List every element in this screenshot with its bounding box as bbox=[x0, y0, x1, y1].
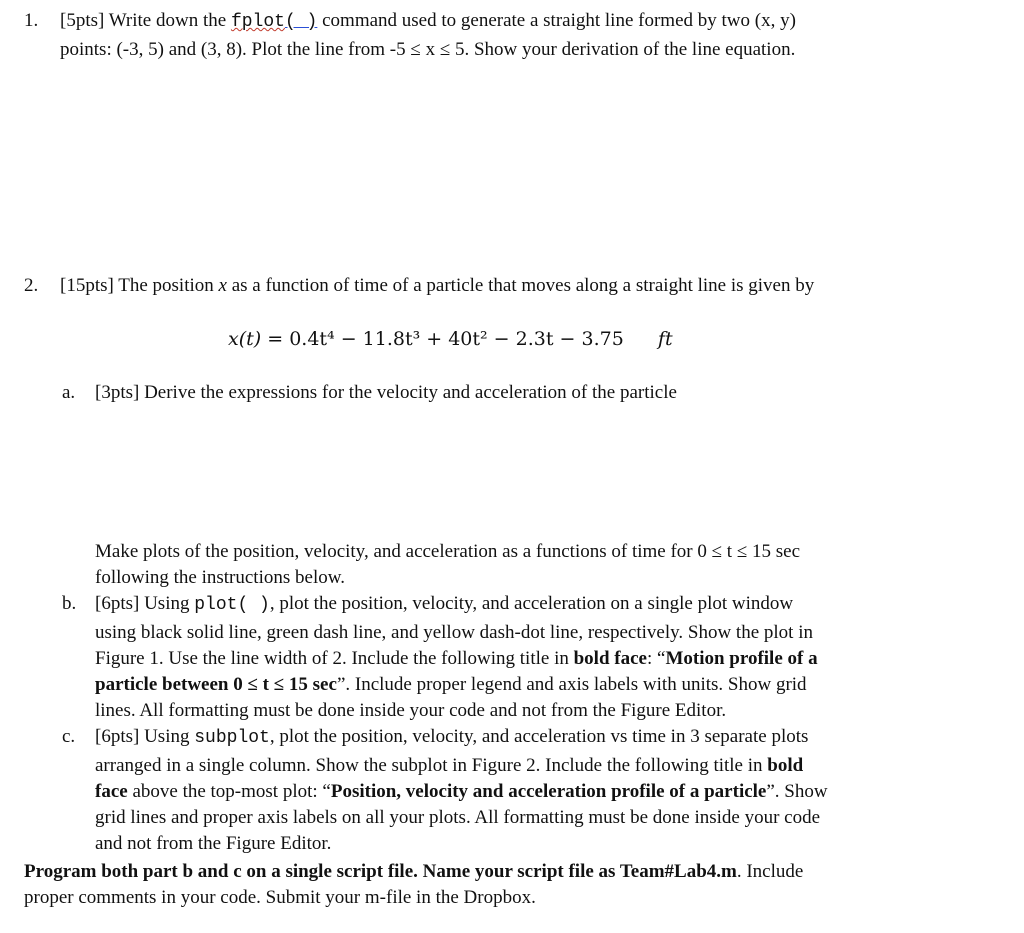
plot-code: plot( ) bbox=[194, 595, 270, 615]
q2-intro-b: as a function of time of a particle that moves along a straight line is given by bbox=[231, 275, 815, 296]
part-a-text bbox=[95, 380, 677, 405]
part-a-label: a. bbox=[62, 382, 76, 403]
part-c-line1 bbox=[95, 724, 808, 751]
subplot-code: subplot bbox=[194, 728, 270, 748]
part-c-t1: Using bbox=[144, 726, 190, 747]
part-c-title: Position, velocity and acceleration profile of a particle bbox=[330, 781, 767, 802]
footer-line2: proper comments in your code. Submit your m-file in the Dropbox. bbox=[24, 887, 536, 908]
part-b-l3a: Figure 1. Use the line width of 2. Include the following title in bbox=[95, 648, 569, 669]
part-b-bold-face: bold face bbox=[573, 648, 647, 669]
part-c-line3 bbox=[95, 779, 828, 804]
part-c-line5: and not from the Figure Editor. bbox=[95, 833, 332, 854]
fplot-parens: ( ) bbox=[284, 12, 318, 32]
q2-intro-a: The position bbox=[118, 275, 214, 296]
footer-line1 bbox=[24, 859, 803, 884]
part-b-line5: lines. All formatting must be done inside your code and not from the Figure Editor. bbox=[95, 700, 727, 721]
q2-intro-var: x bbox=[218, 275, 227, 296]
part-b-t1: Using bbox=[144, 593, 190, 614]
q1-line1 bbox=[60, 8, 796, 35]
part-c-face: face bbox=[95, 781, 128, 802]
part-c-line2 bbox=[95, 753, 803, 778]
q1-line2: points: (-3, 5) and (3, 8). Plot the line from -5 ≤ x ≤ 5. Show your derivation of the line equation. bbox=[60, 39, 796, 60]
part-b-t2: , plot the position, velocity, and acceleration on a single plot window bbox=[269, 593, 794, 614]
q2-intro bbox=[60, 273, 814, 298]
plots-intro-line2: following the instructions below. bbox=[95, 567, 345, 588]
part-c-points: [6pts] bbox=[95, 726, 140, 747]
part-c-line4: grid lines and proper axis labels on all your plots. All formatting must be done inside your code bbox=[95, 807, 821, 828]
part-b-title-2: particle between 0 ≤ t ≤ 15 sec bbox=[95, 674, 337, 695]
footer-bold: Program both part b and c on a single script file. Name your script file as Team#Lab4.m bbox=[24, 861, 737, 882]
equation-rhs: = 0.4t⁴ − 11.8t³ + 40t² − 2.3t − 3.75 bbox=[267, 328, 624, 350]
part-c-l2a: arranged in a single column. Show the subplot in Figure 2. Include the following title in bbox=[95, 755, 763, 776]
part-c-bold: bold bbox=[767, 755, 804, 776]
part-b-label: b. bbox=[62, 593, 77, 614]
part-c-l3a: above the top-most plot: “ bbox=[132, 781, 331, 802]
part-b-line2: using black solid line, green dash line, and yellow dash-dot line, respectively. Show the plot in bbox=[95, 622, 813, 643]
part-b-points: [6pts] bbox=[95, 593, 140, 614]
part-b-title-1: Motion profile of a bbox=[665, 648, 818, 669]
q1-number: 1. bbox=[24, 10, 39, 31]
part-c-label: c. bbox=[62, 726, 76, 747]
footer-text-1: . Include bbox=[736, 861, 804, 882]
part-c-l3b: ”. Show bbox=[766, 781, 828, 802]
equation-unit: ft bbox=[657, 328, 673, 350]
part-c-t2: , plot the position, velocity, and acceleration vs time in 3 separate plots bbox=[269, 726, 809, 747]
fplot-code: fplot bbox=[230, 12, 285, 32]
q2-points: [15pts] bbox=[60, 275, 114, 296]
part-b-line1 bbox=[95, 591, 793, 618]
q2-number: 2. bbox=[24, 275, 39, 296]
part-a-body: Derive the expressions for the velocity and acceleration of the particle bbox=[144, 382, 677, 403]
part-a-points: [3pts] bbox=[95, 382, 140, 403]
part-b-l3b: : “ bbox=[646, 648, 666, 669]
position-equation bbox=[228, 327, 673, 352]
q1-text-b: command used to generate a straight line formed by two (x, y) bbox=[322, 10, 796, 31]
q1-text-a: Write down the bbox=[108, 10, 227, 31]
equation-lhs: x(t) bbox=[228, 328, 262, 350]
q1-points: [5pts] bbox=[60, 10, 105, 31]
part-b-line4 bbox=[95, 672, 807, 697]
part-b-line3 bbox=[95, 646, 818, 671]
plots-intro-line1: Make plots of the position, velocity, and acceleration as a functions of time for 0 ≤ t ≤ 15 sec bbox=[95, 541, 801, 562]
part-b-l4b: ”. Include proper legend and axis labels with units. Show grid bbox=[336, 674, 807, 695]
